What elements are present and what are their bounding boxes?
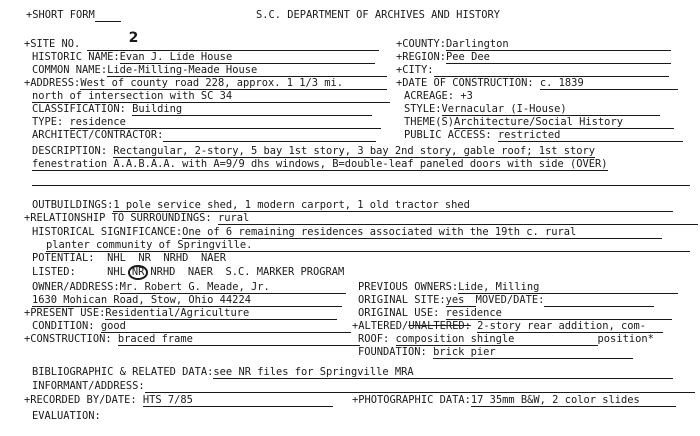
- photographic-label: +PHOTOGRAPHIC DATA:: [352, 394, 471, 406]
- roof-blank: [548, 333, 598, 346]
- altered-value-2: position*: [597, 333, 654, 345]
- owner-field: [32, 281, 346, 294]
- foundation-value: brick pier: [433, 346, 633, 359]
- region-value: Pee Dee: [446, 51, 671, 64]
- original-site-field: [358, 294, 654, 307]
- outbuildings-field: [32, 199, 673, 212]
- description-line-2-text: fenestration A.A.B.A.A. with A=9/9 dhs windows, B=double-leaf paneled doors with side (OVER): [32, 158, 608, 170]
- significance-field: [32, 226, 662, 239]
- roof-label: ROOF:: [358, 333, 390, 345]
- moved-date-blank: [544, 294, 654, 307]
- classification-field: [32, 103, 372, 116]
- common-name-value: Lide-Milling-Meade House: [107, 64, 387, 77]
- theme-label: THEME(S): [404, 116, 455, 128]
- listed-opt-nr-circled: NR: [128, 265, 149, 280]
- city-blank: [434, 64, 669, 77]
- owner-name: Mr. Robert G. Meade, Jr.: [120, 281, 346, 294]
- photographic-field: [352, 394, 676, 407]
- original-use-label: ORIGINAL USE:: [358, 307, 440, 319]
- original-use-field: [358, 307, 672, 320]
- date-construction-label: +DATE OF CONSTRUCTION:: [396, 77, 534, 89]
- site-no-line: [87, 30, 379, 51]
- previous-owners-field: [358, 281, 678, 294]
- altered-field: [352, 320, 663, 333]
- informant-field: [32, 380, 695, 393]
- significance-label: HISTORICAL SIGNIFICANCE:: [32, 226, 183, 238]
- original-site-label: ORIGINAL SITE:: [358, 294, 446, 306]
- theme-field: [404, 116, 674, 129]
- potential-opt-nr: NR: [138, 252, 151, 264]
- potential-opt-nrhd: NRHD: [163, 252, 189, 264]
- present-use-label: +PRESENT USE:: [24, 307, 106, 319]
- informant-label: INFORMANT/ADDRESS:: [32, 380, 145, 392]
- region-field: [396, 51, 671, 64]
- site-no-label: +SITE NO.: [24, 38, 81, 50]
- architect-field: [32, 129, 376, 142]
- date-construction-field: [396, 77, 678, 90]
- informant-blank: [145, 380, 695, 393]
- classification-value: Building: [132, 103, 372, 116]
- recorded-value: HTS 7/85: [143, 394, 333, 407]
- public-access-label: PUBLIC ACCESS:: [404, 129, 492, 141]
- roof-value: composition shingle: [396, 333, 548, 346]
- classification-label: CLASSIFICATION:: [32, 103, 126, 115]
- roof-field: [358, 333, 654, 346]
- description-line-1: Rectangular, 2-story, 5 bay 1st story, 3 bay 2nd story, gable roof; 1st story: [113, 145, 596, 157]
- type-value: residence: [70, 116, 381, 129]
- construction-value: braced frame: [118, 333, 360, 346]
- condition-field: [32, 320, 351, 333]
- bibliographic-label: BIBLIOGRAPHIC & RELATED DATA:: [32, 366, 214, 378]
- address-line-2: [32, 90, 390, 103]
- style-value: Vernacular (I-House): [442, 103, 660, 116]
- listed-opt-nhl: NHL: [107, 266, 126, 278]
- altered-value-1: 2-story rear addition, com-: [477, 320, 663, 333]
- condition-value: good: [101, 320, 351, 333]
- previous-owners-value: Lide, Milling: [458, 281, 678, 294]
- date-construction-value: c. 1839: [540, 77, 678, 90]
- city-label: +CITY:: [396, 64, 434, 76]
- public-access-value: restricted: [498, 129, 683, 142]
- potential-field: [32, 252, 226, 265]
- potential-opt-naer: NAER: [200, 252, 226, 264]
- altered-label: +ALTERED/: [352, 320, 409, 332]
- common-name-label: COMMON NAME:: [32, 64, 108, 76]
- potential-label: POTENTIAL:: [32, 252, 95, 264]
- acreage-label: ACREAGE:: [404, 90, 455, 102]
- listed-opt-rest: NRHD NAER S.C. MARKER PROGRAM: [150, 266, 345, 278]
- condition-label: CONDITION:: [32, 320, 95, 332]
- address-value-2: north of intersection with SC 34: [32, 90, 390, 103]
- common-name-field: [32, 64, 387, 77]
- description-field: [32, 145, 595, 158]
- style-field: [404, 103, 660, 116]
- evaluation-label: EVALUATION:: [32, 410, 101, 422]
- site-no-field: [24, 30, 379, 51]
- owner-address-line: [32, 294, 342, 307]
- bibliographic-value: see NR files for Springville MRA: [213, 366, 673, 379]
- listed-label: LISTED:: [32, 266, 76, 278]
- short-form-label: +SHORT FORM: [26, 9, 95, 21]
- present-use-value: Residential/Agriculture: [105, 307, 337, 320]
- county-field: [396, 38, 671, 51]
- construction-label: +CONSTRUCTION:: [24, 333, 112, 345]
- short-form-field: [26, 9, 121, 22]
- historic-name-field: [32, 51, 375, 64]
- relationship-value: rural: [218, 212, 698, 225]
- description-line-2: [32, 158, 608, 171]
- moved-date-label: MOVED/DATE:: [475, 294, 545, 306]
- site-no-value: 2: [128, 30, 139, 46]
- foundation-label: FOUNDATION:: [358, 346, 427, 358]
- address-field: [24, 77, 387, 90]
- recorded-label: +RECORDED BY/DATE:: [24, 394, 137, 406]
- theme-value: Architecture/Social History: [454, 116, 674, 129]
- short-form-blank: [95, 9, 121, 22]
- county-value: Darlington: [446, 38, 671, 51]
- city-field: [396, 64, 669, 77]
- acreage-field: [404, 90, 473, 103]
- evaluation-field: [32, 410, 101, 423]
- significance-line-1: One of 6 remaining residences associated with the 19th c. rural: [182, 226, 662, 239]
- significance-line-2: [46, 239, 690, 252]
- relationship-field: [24, 212, 698, 225]
- description-blank-line: [32, 185, 690, 186]
- potential-opt-nhl: NHL: [107, 252, 126, 264]
- county-label: +COUNTY:: [396, 38, 447, 50]
- historic-name-value: Evan J. Lide House: [120, 51, 375, 64]
- significance-line-2-text: planter community of Springville.: [46, 239, 690, 252]
- region-label: +REGION:: [396, 51, 447, 63]
- outbuildings-label: OUTBUILDINGS:: [32, 199, 114, 211]
- previous-owners-label: PREVIOUS OWNERS:: [358, 281, 459, 293]
- architect-label: ARCHITECT/CONTRACTOR:: [32, 129, 164, 141]
- type-label: TYPE:: [32, 116, 64, 128]
- foundation-field: [358, 346, 633, 359]
- listed-field: [32, 265, 344, 280]
- present-use-field: [24, 307, 337, 320]
- construction-field: [24, 333, 360, 346]
- owner-address: 1630 Mohican Road, Stow, Ohio 44224: [32, 294, 342, 307]
- historic-name-label: HISTORIC NAME:: [32, 51, 120, 63]
- public-access-field: [404, 129, 683, 142]
- owner-label: OWNER/ADDRESS:: [32, 281, 120, 293]
- original-use-value: residence: [446, 307, 672, 320]
- relationship-label: +RELATIONSHIP TO SURROUNDINGS:: [24, 212, 212, 224]
- unaltered-label: UNALTERED:: [408, 320, 471, 332]
- style-label: STYLE:: [404, 103, 442, 115]
- agency-title: S.C. DEPARTMENT OF ARCHIVES AND HISTORY: [256, 9, 500, 21]
- type-field: [32, 116, 381, 129]
- address-label: +ADDRESS:: [24, 77, 81, 89]
- description-label: DESCRIPTION:: [32, 145, 108, 157]
- recorded-field: [24, 394, 333, 407]
- acreage-value: +3: [460, 90, 473, 102]
- bibliographic-field: [32, 366, 673, 379]
- photographic-value: 17 35mm B&W, 2 color slides: [471, 394, 676, 407]
- architect-blank: [163, 129, 376, 142]
- address-value-1: West of county road 228, approx. 1 1/3 mi.: [80, 77, 387, 90]
- original-site-value: yes: [446, 294, 476, 307]
- outbuildings-value: 1 pole service shed, 1 modern carport, 1 old tractor shed: [113, 199, 673, 212]
